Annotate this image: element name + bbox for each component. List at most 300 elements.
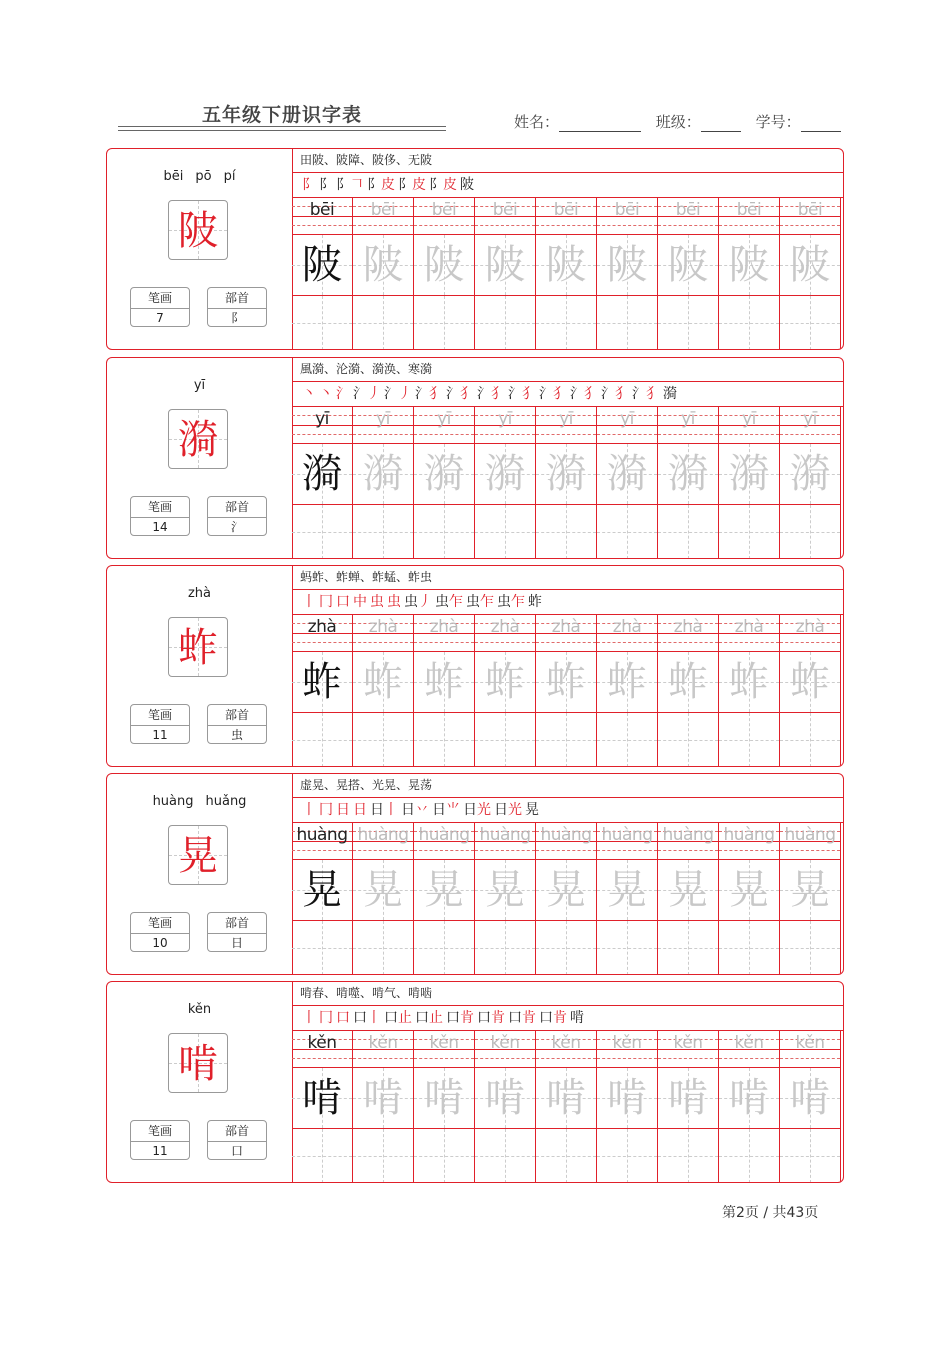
pinyin-cell[interactable] — [475, 406, 536, 444]
stroke-step-new: 丶 — [319, 386, 333, 402]
stroke-step — [539, 386, 567, 402]
guide-line — [414, 434, 474, 435]
stroke-step-base: 口 — [384, 1010, 398, 1026]
stroke-step-base: 日 — [463, 802, 477, 818]
stroke-step — [353, 386, 381, 402]
hanzi-trace: 啃 — [485, 1075, 525, 1121]
grid-guide — [749, 1129, 750, 1183]
guide-line — [292, 850, 352, 851]
stroke-step-new: 犭 — [553, 386, 567, 402]
blank-practice-cell[interactable] — [475, 1129, 536, 1183]
stroke-count-value: 11 — [152, 728, 168, 742]
pinyin-cell[interactable] — [780, 614, 841, 652]
stroke-step — [477, 386, 505, 402]
practice-grid — [292, 1030, 843, 1182]
hanzi-cell[interactable] — [719, 444, 780, 505]
guide-line — [597, 434, 657, 435]
hanzi-cell[interactable] — [658, 860, 719, 921]
page-title: 五年级下册识字表 — [201, 104, 362, 126]
stroke-step — [415, 1010, 443, 1026]
blank-practice-cell[interactable] — [536, 296, 597, 350]
pinyin-cell[interactable] — [719, 197, 780, 235]
blank-practice-cell[interactable] — [536, 1129, 597, 1183]
hanzi-cell[interactable] — [597, 1068, 658, 1129]
grid-guide — [688, 713, 689, 767]
pinyin-model: yī — [315, 409, 329, 429]
blank-practice-cell[interactable] — [719, 921, 780, 975]
stroke-step — [570, 1010, 584, 1026]
hanzi-cell — [292, 235, 353, 296]
blank-practice-cell[interactable] — [292, 1129, 353, 1183]
guide-line — [719, 225, 779, 226]
stroke-step — [336, 594, 350, 610]
pinyin-cell[interactable] — [475, 822, 536, 860]
stroke-order — [292, 589, 843, 615]
blank-practice-cell[interactable] — [780, 1129, 841, 1183]
blank-practice-cell[interactable] — [475, 296, 536, 350]
blank-practice-cell[interactable] — [597, 505, 658, 559]
blank-practice-cell[interactable] — [780, 921, 841, 975]
stroke-step-base: 氵 — [539, 386, 553, 402]
stroke-step — [508, 1010, 536, 1026]
blank-practice-cell[interactable] — [414, 296, 475, 350]
pinyin-cell[interactable] — [780, 1030, 841, 1068]
stroke-step-new: 皮 — [381, 177, 395, 193]
pinyin-cell[interactable] — [597, 1030, 658, 1068]
example-words: 田陂、陂障、陂侈、无陂 — [292, 149, 843, 173]
guide-line — [353, 225, 413, 226]
blank-practice-cell[interactable] — [597, 1129, 658, 1183]
hanzi-trace: 漪 — [424, 451, 464, 497]
pinyin-cell[interactable] — [719, 406, 780, 444]
hanzi-cell — [292, 1068, 353, 1129]
pinyin-cell — [292, 1030, 353, 1068]
blank-practice-cell[interactable] — [658, 505, 719, 559]
hanzi-cell[interactable] — [658, 1068, 719, 1129]
hanzi-cell[interactable] — [780, 652, 841, 713]
stroke-step — [353, 1010, 381, 1026]
pinyin-cell[interactable] — [719, 1030, 780, 1068]
pinyin-readings — [107, 169, 292, 184]
stroke-step-new: 皮 — [412, 177, 426, 193]
pinyin-cell[interactable] — [353, 1030, 414, 1068]
hanzi-model: 漪 — [302, 451, 342, 497]
character-card — [107, 774, 293, 974]
title-underline-2 — [118, 130, 446, 131]
stroke-step-new: 皮 — [443, 177, 457, 193]
stroke-order — [292, 1005, 843, 1031]
guide-line — [292, 1058, 352, 1059]
pinyin-cell[interactable] — [475, 1030, 536, 1068]
stroke-step-new: 肯 — [491, 1010, 505, 1026]
hanzi-cell[interactable] — [536, 235, 597, 296]
guide-line — [414, 1058, 474, 1059]
hanzi-cell[interactable] — [353, 444, 414, 505]
stroke-step — [601, 386, 629, 402]
hanzi-cell[interactable] — [780, 860, 841, 921]
guide-line — [780, 434, 840, 435]
hanzi-cell[interactable] — [536, 652, 597, 713]
hanzi-cell[interactable] — [353, 652, 414, 713]
hanzi-cell[interactable] — [353, 235, 414, 296]
pinyin-trace: bēi — [736, 200, 762, 220]
stroke-step-new: 氵 — [336, 386, 350, 402]
hanzi-cell[interactable] — [658, 444, 719, 505]
hanzi-cell[interactable] — [719, 235, 780, 296]
stroke-step-base: 口 — [508, 1010, 522, 1026]
character-display — [168, 825, 228, 885]
guide-line — [292, 225, 352, 226]
hanzi-trace: 漪 — [546, 451, 586, 497]
guide-line — [658, 642, 718, 643]
pinyin-trace: huàng — [418, 825, 470, 845]
stroke-step-base: 虫 — [435, 594, 449, 610]
pinyin-trace: bēi — [431, 200, 457, 220]
blank-practice-cell[interactable] — [292, 505, 353, 559]
guide-line — [414, 850, 474, 851]
hanzi-trace: 啃 — [607, 1075, 647, 1121]
hanzi-trace: 漪 — [729, 451, 769, 497]
hanzi-trace: 陂 — [668, 242, 708, 288]
pinyin-cell[interactable] — [780, 406, 841, 444]
guide-line — [536, 434, 596, 435]
hanzi-cell[interactable] — [414, 860, 475, 921]
stroke-step — [387, 594, 401, 610]
hanzi-cell[interactable] — [475, 860, 536, 921]
blank-practice-cell[interactable] — [414, 1129, 475, 1183]
pinyin-cell[interactable] — [353, 406, 414, 444]
hanzi-trace: 漪 — [363, 451, 403, 497]
hanzi-cell[interactable] — [414, 1068, 475, 1129]
pinyin-cell[interactable] — [658, 197, 719, 235]
hanzi-cell[interactable] — [536, 444, 597, 505]
pinyin-cell[interactable] — [414, 406, 475, 444]
hanzi-trace: 蚱 — [485, 659, 525, 705]
blank-practice-cell[interactable] — [780, 296, 841, 350]
blank-practice-cell[interactable] — [658, 1129, 719, 1183]
blank-practice-cell[interactable] — [353, 921, 414, 975]
guide-line — [658, 850, 718, 851]
stroke-step-new: 乍 — [480, 594, 494, 610]
stroke-step-new: 冂 — [319, 802, 333, 818]
guide-line — [719, 850, 779, 851]
pinyin-cell[interactable] — [719, 822, 780, 860]
pinyin-trace: yī — [559, 409, 573, 429]
blank-practice-cell[interactable] — [780, 505, 841, 559]
pinyin-cell[interactable] — [353, 197, 414, 235]
stroke-count-box — [130, 496, 190, 536]
blank-practice-cell[interactable] — [658, 921, 719, 975]
pinyin-model: bēi — [309, 200, 335, 220]
pinyin-cell[interactable] — [536, 1030, 597, 1068]
pinyin-model: kěn — [307, 1033, 337, 1053]
character-card — [107, 982, 293, 1182]
blank-practice-cell[interactable] — [597, 921, 658, 975]
pinyin-cell[interactable] — [658, 822, 719, 860]
stroke-step — [528, 594, 542, 610]
character-display — [168, 409, 228, 469]
guide-line — [475, 225, 535, 226]
stroke-step — [398, 177, 426, 193]
grid-guide — [383, 713, 384, 767]
blank-practice-cell[interactable] — [658, 713, 719, 767]
stroke-step-base: 氵 — [415, 386, 429, 402]
pinyin-reading: bēi — [163, 169, 184, 184]
stroke-step — [497, 594, 525, 610]
pinyin-cell[interactable] — [536, 614, 597, 652]
guide-line — [780, 642, 840, 643]
pinyin-cell[interactable] — [536, 406, 597, 444]
hanzi-cell[interactable] — [414, 444, 475, 505]
hanzi-cell[interactable] — [780, 1068, 841, 1129]
stroke-step — [353, 594, 367, 610]
stroke-step — [302, 594, 316, 610]
hanzi-cell[interactable] — [658, 235, 719, 296]
pinyin-cell[interactable] — [780, 822, 841, 860]
hanzi-trace: 啃 — [790, 1075, 830, 1121]
stroke-step-new: 丿 — [418, 594, 432, 610]
hanzi-cell — [292, 860, 353, 921]
hanzi-cell[interactable] — [353, 860, 414, 921]
stroke-step-base: 蚱 — [528, 594, 542, 610]
pinyin-cell[interactable] — [475, 197, 536, 235]
pinyin-trace: kěn — [368, 1033, 398, 1053]
pinyin-cell[interactable] — [597, 614, 658, 652]
guide-line — [414, 642, 474, 643]
blank-practice-cell[interactable] — [353, 296, 414, 350]
guide-line — [475, 434, 535, 435]
grid-guide — [505, 1129, 506, 1183]
class-field[interactable] — [701, 115, 741, 132]
guide-line — [719, 1058, 779, 1059]
pinyin-trace: kěn — [551, 1033, 581, 1053]
blank-practice-cell[interactable] — [475, 921, 536, 975]
pinyin-cell[interactable] — [597, 406, 658, 444]
blank-practice-cell[interactable] — [536, 505, 597, 559]
pinyin-trace: kěn — [612, 1033, 642, 1053]
stroke-step-new: 止 — [429, 1010, 443, 1026]
stroke-step-base: 晃 — [525, 802, 539, 818]
guide-line — [597, 850, 657, 851]
stroke-step — [404, 594, 432, 610]
pinyin-trace: zhà — [490, 617, 520, 637]
blank-practice-cell[interactable] — [353, 713, 414, 767]
hanzi-cell[interactable] — [597, 235, 658, 296]
blank-practice-cell[interactable] — [658, 296, 719, 350]
blank-practice-cell[interactable] — [414, 505, 475, 559]
guide-line — [597, 225, 657, 226]
pinyin-readings — [107, 378, 292, 393]
stroke-step-base: 日 — [370, 802, 384, 818]
stroke-order — [292, 381, 843, 407]
hanzi-cell[interactable] — [780, 235, 841, 296]
guide-line — [414, 225, 474, 226]
grid-guide — [505, 296, 506, 350]
hanzi-cell[interactable] — [658, 652, 719, 713]
blank-practice-cell[interactable] — [475, 505, 536, 559]
hanzi-cell[interactable] — [353, 1068, 414, 1129]
pinyin-cell[interactable] — [780, 197, 841, 235]
pinyin-cell[interactable] — [353, 822, 414, 860]
name-field[interactable] — [559, 115, 641, 132]
hanzi-cell[interactable] — [597, 652, 658, 713]
hanzi-trace: 啃 — [424, 1075, 464, 1121]
hanzi-cell[interactable] — [536, 860, 597, 921]
stroke-step-new: 肯 — [553, 1010, 567, 1026]
hanzi-cell[interactable] — [414, 652, 475, 713]
character-entry — [106, 357, 844, 559]
blank-practice-cell[interactable] — [292, 296, 353, 350]
hanzi-trace: 啃 — [546, 1075, 586, 1121]
stroke-step-base: 阝 — [319, 177, 333, 193]
guide-line — [780, 225, 840, 226]
pinyin-reading: pō — [195, 169, 212, 184]
hanzi-cell[interactable] — [475, 652, 536, 713]
pinyin-readings — [107, 1002, 292, 1017]
grid-guide — [383, 296, 384, 350]
grid-guide — [749, 713, 750, 767]
main-character: 陂 — [178, 208, 218, 254]
hanzi-cell[interactable] — [719, 860, 780, 921]
hanzi-trace: 蚱 — [424, 659, 464, 705]
stroke-count-box — [130, 1120, 190, 1160]
hanzi-cell[interactable] — [475, 235, 536, 296]
pinyin-cell[interactable] — [658, 406, 719, 444]
hanzi-cell[interactable] — [719, 1068, 780, 1129]
hanzi-cell[interactable] — [597, 860, 658, 921]
stroke-step-base: 阝 — [429, 177, 443, 193]
hanzi-model: 陂 — [302, 242, 342, 288]
blank-practice-cell[interactable] — [414, 921, 475, 975]
blank-practice-cell[interactable] — [719, 296, 780, 350]
stroke-step — [370, 802, 398, 818]
pinyin-trace: yī — [681, 409, 695, 429]
guide-line — [597, 1058, 657, 1059]
grid-guide — [810, 296, 811, 350]
pinyin-trace: bēi — [370, 200, 396, 220]
hanzi-cell[interactable] — [414, 235, 475, 296]
stroke-step — [432, 802, 460, 818]
blank-practice-cell[interactable] — [475, 713, 536, 767]
pinyin-trace: kěn — [673, 1033, 703, 1053]
grid-guide — [505, 921, 506, 975]
stroke-step-base: 虫 — [466, 594, 480, 610]
blank-practice-cell[interactable] — [353, 1129, 414, 1183]
pinyin-cell[interactable] — [597, 822, 658, 860]
pinyin-trace: bēi — [614, 200, 640, 220]
stroke-step-base: 漪 — [663, 386, 677, 402]
pinyin-cell[interactable] — [414, 614, 475, 652]
pinyin-trace: zhà — [795, 617, 825, 637]
stroke-step-new: 丨 — [384, 802, 398, 818]
stroke-step-new: 肯 — [522, 1010, 536, 1026]
hanzi-cell[interactable] — [475, 444, 536, 505]
stroke-order — [292, 797, 843, 823]
pinyin-trace: huàng — [357, 825, 409, 845]
blank-practice-cell[interactable] — [536, 921, 597, 975]
stroke-step-new: 冂 — [319, 1010, 333, 1026]
blank-practice-cell[interactable] — [292, 713, 353, 767]
grid-guide — [627, 505, 628, 559]
hanzi-trace: 晃 — [607, 867, 647, 913]
guide-line — [475, 642, 535, 643]
grid-guide — [566, 296, 567, 350]
pinyin-cell[interactable] — [658, 614, 719, 652]
hanzi-trace: 晃 — [424, 867, 464, 913]
student-id-field[interactable] — [801, 115, 841, 132]
blank-practice-cell[interactable] — [719, 1129, 780, 1183]
pinyin-cell[interactable] — [719, 614, 780, 652]
hanzi-trace: 漪 — [607, 451, 647, 497]
stroke-step-base: 氵 — [446, 386, 460, 402]
stroke-step — [302, 802, 316, 818]
pinyin-trace: yī — [437, 409, 451, 429]
hanzi-cell[interactable] — [719, 652, 780, 713]
pinyin-cell[interactable] — [414, 1030, 475, 1068]
stroke-step-new: 冂 — [319, 594, 333, 610]
stroke-count-label: 笔画 — [131, 913, 189, 934]
stroke-step-new: 口 — [336, 594, 350, 610]
pinyin-trace: kěn — [490, 1033, 520, 1053]
pinyin-trace: yī — [498, 409, 512, 429]
grid-guide — [566, 713, 567, 767]
pinyin-cell[interactable] — [658, 1030, 719, 1068]
blank-practice-cell[interactable] — [719, 505, 780, 559]
hanzi-cell[interactable] — [780, 444, 841, 505]
pinyin-cell[interactable] — [597, 197, 658, 235]
practice-area — [292, 149, 843, 349]
stroke-step-new: 日 — [336, 802, 350, 818]
hanzi-trace: 陂 — [790, 242, 830, 288]
practice-grid — [292, 822, 843, 974]
stroke-step — [302, 177, 316, 193]
blank-practice-cell[interactable] — [292, 921, 353, 975]
pinyin-cell[interactable] — [414, 822, 475, 860]
stroke-step-new: 止 — [398, 1010, 412, 1026]
blank-practice-cell[interactable] — [597, 296, 658, 350]
blank-practice-cell[interactable] — [719, 713, 780, 767]
blank-practice-cell[interactable] — [597, 713, 658, 767]
pinyin-reading: yī — [193, 378, 206, 393]
pinyin-cell[interactable] — [475, 614, 536, 652]
stroke-step-base: 口 — [539, 1010, 553, 1026]
blank-practice-cell[interactable] — [414, 713, 475, 767]
hanzi-trace: 晃 — [363, 867, 403, 913]
stroke-step-new: 乍 — [511, 594, 525, 610]
blank-practice-cell[interactable] — [780, 713, 841, 767]
hanzi-trace: 陂 — [363, 242, 403, 288]
practice-grid — [292, 406, 843, 558]
hanzi-model: 晃 — [302, 867, 342, 913]
hanzi-cell — [292, 652, 353, 713]
guide-line — [353, 642, 413, 643]
pinyin-cell[interactable] — [414, 197, 475, 235]
blank-practice-cell[interactable] — [536, 713, 597, 767]
grid-guide — [749, 296, 750, 350]
pinyin-cell[interactable] — [536, 197, 597, 235]
practice-area — [292, 982, 843, 1182]
pinyin-cell[interactable] — [536, 822, 597, 860]
grid-guide — [749, 505, 750, 559]
practice-area — [292, 566, 843, 766]
pinyin-cell[interactable] — [353, 614, 414, 652]
hanzi-cell[interactable] — [597, 444, 658, 505]
hanzi-cell[interactable] — [475, 1068, 536, 1129]
stroke-step — [446, 386, 474, 402]
radical-value: 日 — [230, 936, 243, 950]
hanzi-cell[interactable] — [536, 1068, 597, 1129]
blank-practice-cell[interactable] — [353, 505, 414, 559]
